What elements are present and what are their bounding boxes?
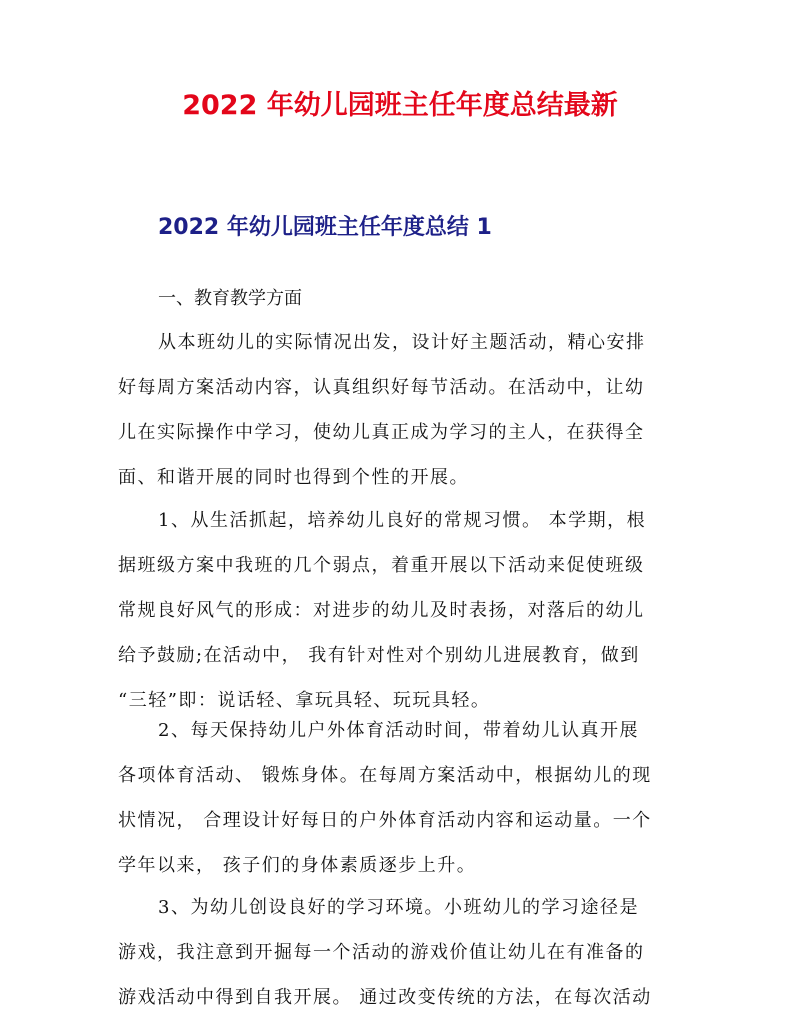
page-title: 2022 年幼儿园班主任年度总结最新: [182, 90, 618, 121]
paragraph-line: 给予鼓励;在活动中， 我有针对性对个别幼儿进展教育，做到: [118, 645, 640, 666]
paragraph-line: 好每周方案活动内容，认真组织好每节活动。在活动中，让幼: [118, 377, 645, 398]
paragraph-line: 2、每天保持幼儿户外体育活动时间，带着幼儿认真开展: [158, 720, 639, 741]
paragraph-line: 学年以来， 孩子们的身体素质逐步上升。: [118, 855, 477, 876]
section-title: 2022 年幼儿园班主任年度总结 1: [158, 215, 492, 240]
paragraph-line: 面、和谐开展的同时也得到个性的开展。: [118, 467, 469, 488]
paragraph-line: 游戏，我注意到开掘每一个活动的游戏价值让幼儿在有准备的: [118, 942, 645, 963]
paragraph-line: 儿在实际操作中学习，使幼儿真正成为学习的主人，在获得全: [118, 422, 645, 443]
paragraph-line: 据班级方案中我班的几个弱点，着重开展以下活动来促使班级: [118, 555, 645, 576]
heading-education-teaching: 一、教育教学方面: [158, 288, 302, 309]
paragraph-4: [118, 885, 688, 1020]
paragraph-line: 从本班幼儿的实际情况出发，设计好主题活动，精心安排: [158, 332, 646, 353]
paragraph-line: 常规良好风气的形成：对进步的幼儿及时表扬，对落后的幼儿: [118, 600, 645, 621]
paragraph-2: [118, 498, 688, 723]
paragraph-1: [118, 320, 688, 500]
paragraph-line: 3、为幼儿创设良好的学习环境。小班幼儿的学习途径是: [158, 897, 639, 918]
paragraph-line: 状情况， 合理设计好每日的户外体育活动内容和运动量。一个: [118, 810, 652, 831]
paragraph-line: 各项体育活动、 锻炼身体。在每周方案活动中，根据幼儿的现: [118, 765, 652, 786]
paragraph-3: [118, 708, 688, 888]
paragraph-line: 游戏活动中得到自我开展。 通过改变传统的方法，在每次活动: [118, 987, 652, 1008]
paragraph-line: 1、从生活抓起，培养幼儿良好的常规习惯。 本学期，根: [158, 510, 647, 531]
paragraph-line: “三轻”即：说话轻、拿玩具轻、玩玩具轻。: [118, 690, 491, 711]
